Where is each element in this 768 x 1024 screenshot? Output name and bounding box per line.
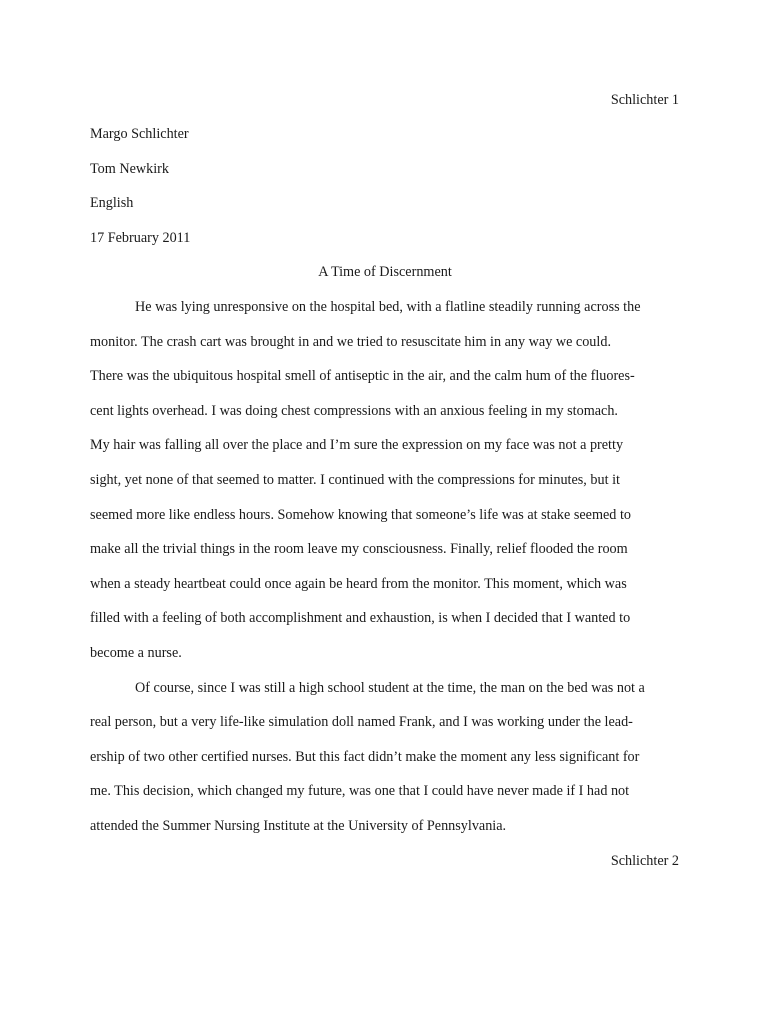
body-line: attended the Summer Nursing Institute at the University of Pennsylvania. <box>90 817 507 834</box>
body-line: There was the ubiquitous hospital smell of antiseptic in the air, and the calm hum of the fluores- <box>90 368 635 385</box>
body-line: when a steady heartbeat could once again be heard from the monitor. This moment, which was <box>90 575 627 592</box>
instructor-name: Tom Newkirk <box>90 160 169 177</box>
body-line: He was lying unresponsive on the hospital bed, with a flatline steadily running across the <box>135 299 641 315</box>
body-line: me. This decision, which changed my future, was one that I could have never made if I had not <box>90 783 630 800</box>
body-line: real person, but a very life-like simulation doll named Frank, and I was working under the lead- <box>90 714 633 731</box>
body-line: cent lights overhead. I was doing chest compressions with an anxious feeling in my stomach. <box>90 402 618 419</box>
body-line: make all the trivial things in the room leave my consciousness. Finally, relief flooded the room <box>90 541 628 558</box>
essay-body <box>90 298 690 852</box>
body-line: sight, yet none of that seemed to matter. I continued with the compressions for minutes, but it <box>90 471 620 488</box>
body-line: My hair was falling all over the place and I’m sure the expression on my face was not a pretty <box>90 437 624 454</box>
author-name: Margo Schlichter <box>90 126 189 142</box>
body-line: seemed more like endless hours. Somehow knowing that someone’s life was at stake seemed to <box>90 506 631 523</box>
body-line: ership of two other certified nurses. But this fact didn’t make the moment any less significant for <box>90 748 640 765</box>
running-header-page-1: Schlichter 1 <box>610 92 679 108</box>
body-line: monitor. The crash cart was brought in and we tried to resuscitate him in any way we could. <box>90 333 611 350</box>
body-line: Of course, since I was still a high school student at the time, the man on the bed was not a <box>135 679 645 696</box>
mla-heading <box>90 125 690 263</box>
running-header-page-2: Schlichter 2 <box>610 853 679 869</box>
body-line: filled with a feeling of both accomplishment and exhaustion, is when I decided that I wanted to <box>90 610 631 627</box>
essay-date: 17 February 2011 <box>90 229 191 246</box>
body-line: become a nurse. <box>90 644 182 661</box>
essay-title: A Time of Discernment <box>318 264 452 280</box>
course-name: English <box>90 195 134 212</box>
